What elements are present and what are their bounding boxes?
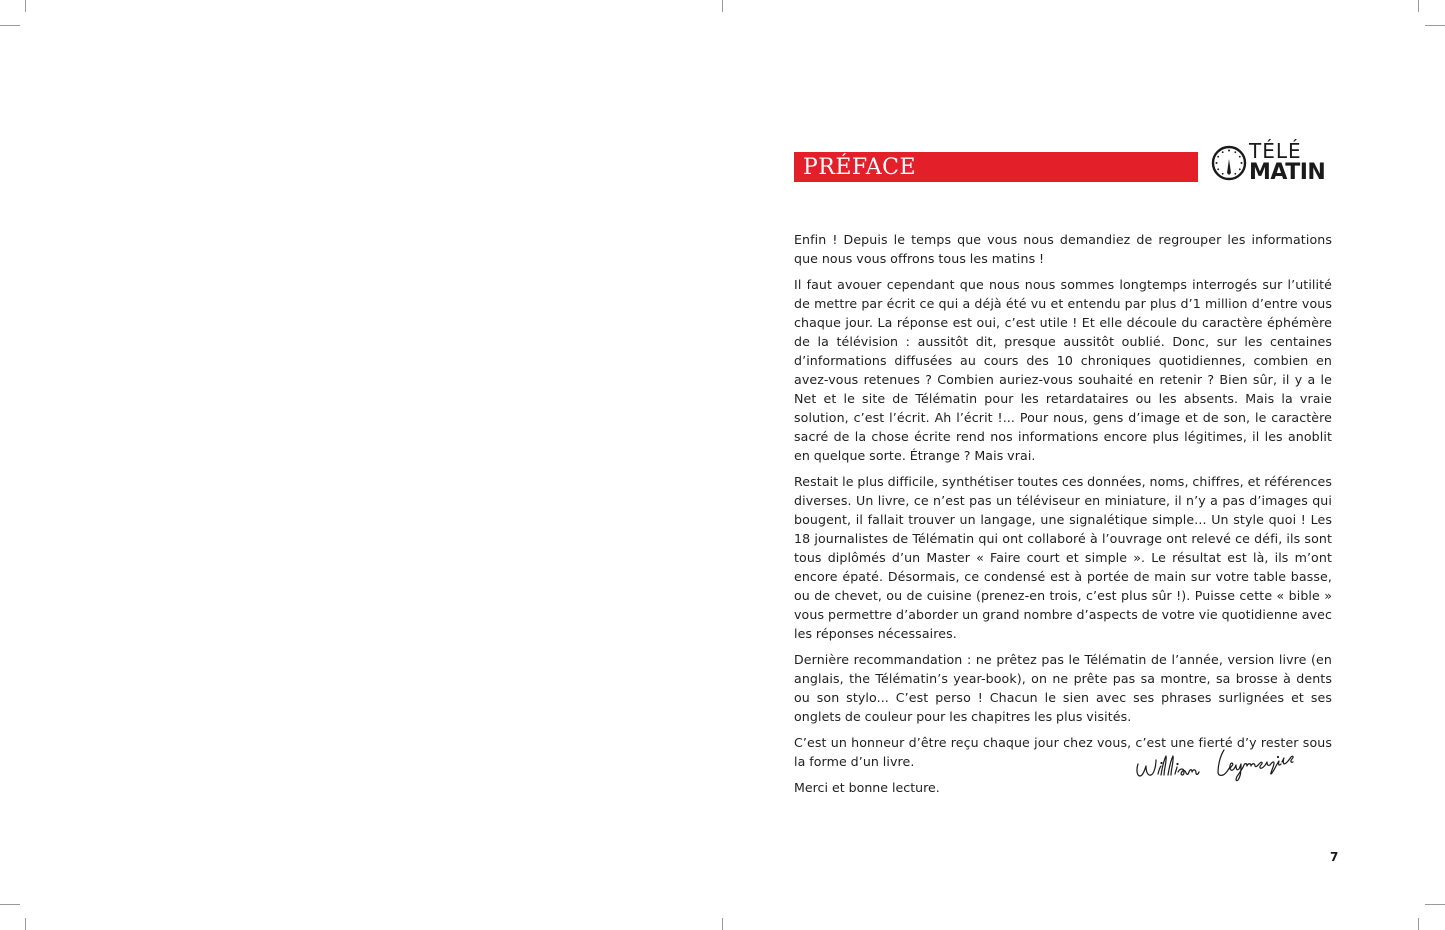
crop-mark — [25, 0, 26, 12]
clock-icon — [1211, 145, 1247, 181]
title-banner — [794, 152, 1198, 182]
paragraph: Dernière recommandation : ne prêtez pas le Télématin de l’année, version livre (en anglais, the Télématin’s year-book), on ne prête pas sa montre, sa brosse à dents ou son stylo... C’est perso ! Chacun le sien avec ses phrases surlignées et ses onglets de couleur pour les chapitres les plus visités. — [794, 652, 1332, 724]
paragraph: C’est un honneur d’être reçu chaque jour chez vous, c’est une fierté d’y rester sous la forme d’un livre. — [794, 735, 1332, 769]
logo-text-matin: MATIN — [1249, 160, 1326, 185]
crop-mark — [0, 904, 20, 905]
closing-line: Merci et bonne lecture. — [794, 780, 940, 795]
paragraph: Il faut avouer cependant que nous nous sommes longtemps interrogés sur l’utilité de mettre par écrit ce qui a déjà été vu et entendu par plus d’1 million d’entre vous chaque jour. La réponse est oui, c’est utile ! Et elle découle du caractère éphémère de la télévision : aussitôt dit, presque aussitôt oublié. Donc, sur les centaines d’informations diffusées au cours des 10 chroniques quotidiennes, combien en avez-vous retenues ? Combien auriez-vous souhaité en retenir ? Bien sûr, il y a le Net et le site de Télématin pour les retardataires ou les absents. Mais la vraie solution, c’est l’écrit. Ah l’écrit !... Pour nous, gens d’image et de son, le caractère sacré de la chose écrite rend nos informations encore plus légitimes, il les anoblit en quelque sorte. Étrange ? Mais vrai. — [794, 277, 1332, 463]
paragraph: Restait le plus difficile, synthétiser toutes ces données, noms, chiffres, et références diverses. Un livre, ce n’est pas un téléviseur en miniature, il n’y a pas d’images qui bougent, il fallait trouver un langage, une signalétique simple... Un style quoi ! Les 18 journalistes de Télématin qui ont collaboré à l’ouvrage ont relevé ce défi, ils sont tous diplômés d’un Master « Faire court et simple ». Le résultat est là, ils m’ont encore épaté. Désormais, ce condensé est à portée de main sur votre table basse, ou de chevet, ou de cuisine (prenez-en trois, c’est plus sûr !). Puisse cette « bible » vous permettre d’aborder un grand nombre d’aspects de votre vie quotidienne avec les réponses nécessaires. — [794, 474, 1332, 641]
crop-mark — [722, 918, 723, 930]
crop-mark — [1418, 918, 1419, 930]
page-number: 7 — [1330, 850, 1339, 864]
crop-mark — [1425, 904, 1445, 905]
crop-mark — [1418, 0, 1419, 12]
paragraph: Enfin ! Depuis le temps que vous nous demandiez de regrouper les informations que nous vous offrons tous les matins ! — [794, 232, 1332, 266]
crop-mark — [25, 918, 26, 930]
telematin-logo — [1211, 140, 1333, 186]
crop-mark — [0, 25, 20, 26]
crop-mark — [722, 0, 723, 12]
crop-mark — [1425, 25, 1445, 26]
page-title: PRÉFACE — [803, 155, 917, 180]
signature — [1132, 742, 1308, 784]
preface-body — [794, 230, 1332, 797]
logo-text-tele: TÉLÉ — [1249, 139, 1302, 163]
